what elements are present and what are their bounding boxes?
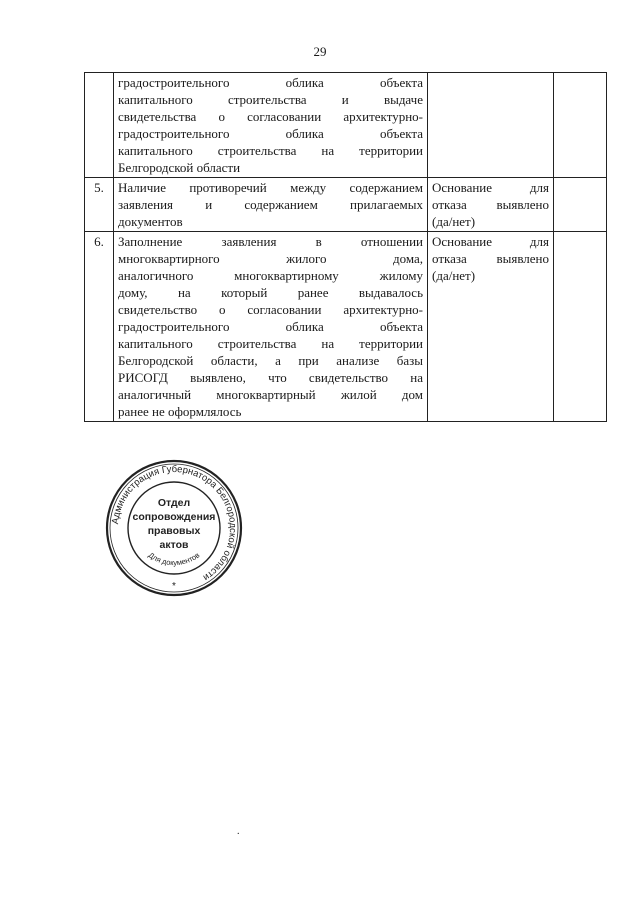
- row-number: [85, 73, 114, 178]
- stamp-outer-text: Администрация Губернатора Белгородской области: [110, 463, 239, 583]
- description-line: градостроительного облика объекта: [118, 75, 423, 90]
- row-extra-cell: [554, 178, 607, 232]
- stamp-bottom-text: Для документов: [146, 550, 202, 568]
- basis-line: отказа выявлено: [432, 197, 549, 212]
- basis-line: отказа выявлено: [432, 251, 549, 266]
- description-line: капитального строительства на территории: [118, 143, 423, 158]
- row-description: [114, 232, 428, 422]
- description-line: капитального строительства на территории: [118, 336, 423, 351]
- row-description: [114, 178, 428, 232]
- description-line: документов: [118, 214, 183, 229]
- description-line: Белгородской области: [118, 160, 241, 175]
- basis-line: Основание для: [432, 234, 549, 249]
- row-refusal-basis: [428, 232, 554, 422]
- official-stamp: [104, 458, 244, 598]
- basis-line: Основание для: [432, 180, 549, 195]
- description-line: капитального строительства и выдаче: [118, 92, 423, 107]
- row-number: 5.: [85, 178, 114, 232]
- basis-line: (да/нет): [432, 214, 476, 229]
- description-line: градостроительного облика объекта: [118, 319, 423, 334]
- table-row: [85, 178, 607, 232]
- description-line: аналогичный многоквартирный жилой дом: [118, 387, 423, 402]
- row-extra-cell: [554, 73, 607, 178]
- row-refusal-basis: [428, 73, 554, 178]
- stamp-line-3: правовых: [147, 525, 201, 537]
- table-row: [85, 232, 607, 422]
- table-row: [85, 73, 607, 178]
- stamp-line-2: сопровождения: [132, 511, 216, 523]
- stamp-line-1: Отдел: [157, 497, 191, 509]
- page-number: 29: [313, 44, 327, 59]
- description-line: градостроительного облика объекта: [118, 126, 423, 141]
- stamp-star-icon: *: [172, 581, 176, 592]
- row-description: [114, 73, 428, 178]
- row-extra-cell: [554, 232, 607, 422]
- description-line: свидетельство о согласовании архитектурно-: [118, 302, 423, 317]
- description-line: Наличие противоречий между содержанием: [118, 180, 423, 195]
- basis-line: (да/нет): [432, 268, 476, 283]
- description-line: заявления и содержанием прилагаемых: [118, 197, 423, 212]
- stamp-line-4: актов: [159, 539, 189, 551]
- description-line: свидетельства о согласовании архитектурно-: [118, 109, 423, 124]
- description-line: РИСОГД выявлено, что свидетельство на: [118, 370, 423, 385]
- description-line: дому, на который ранее выдавалось: [118, 285, 423, 300]
- description-line: Белгородской области, а при анализе базы: [118, 353, 423, 368]
- description-line: многоквартирного жилого дома,: [118, 251, 423, 266]
- requirements-table: [84, 72, 607, 422]
- row-number: 6.: [85, 232, 114, 422]
- description-line: ранее не оформлялось: [118, 404, 242, 419]
- description-line: аналогичного многоквартирному жилому: [118, 268, 423, 283]
- row-refusal-basis: [428, 178, 554, 232]
- description-line: Заполнение заявления в отношении: [118, 234, 423, 249]
- footer-mark: .: [237, 826, 240, 837]
